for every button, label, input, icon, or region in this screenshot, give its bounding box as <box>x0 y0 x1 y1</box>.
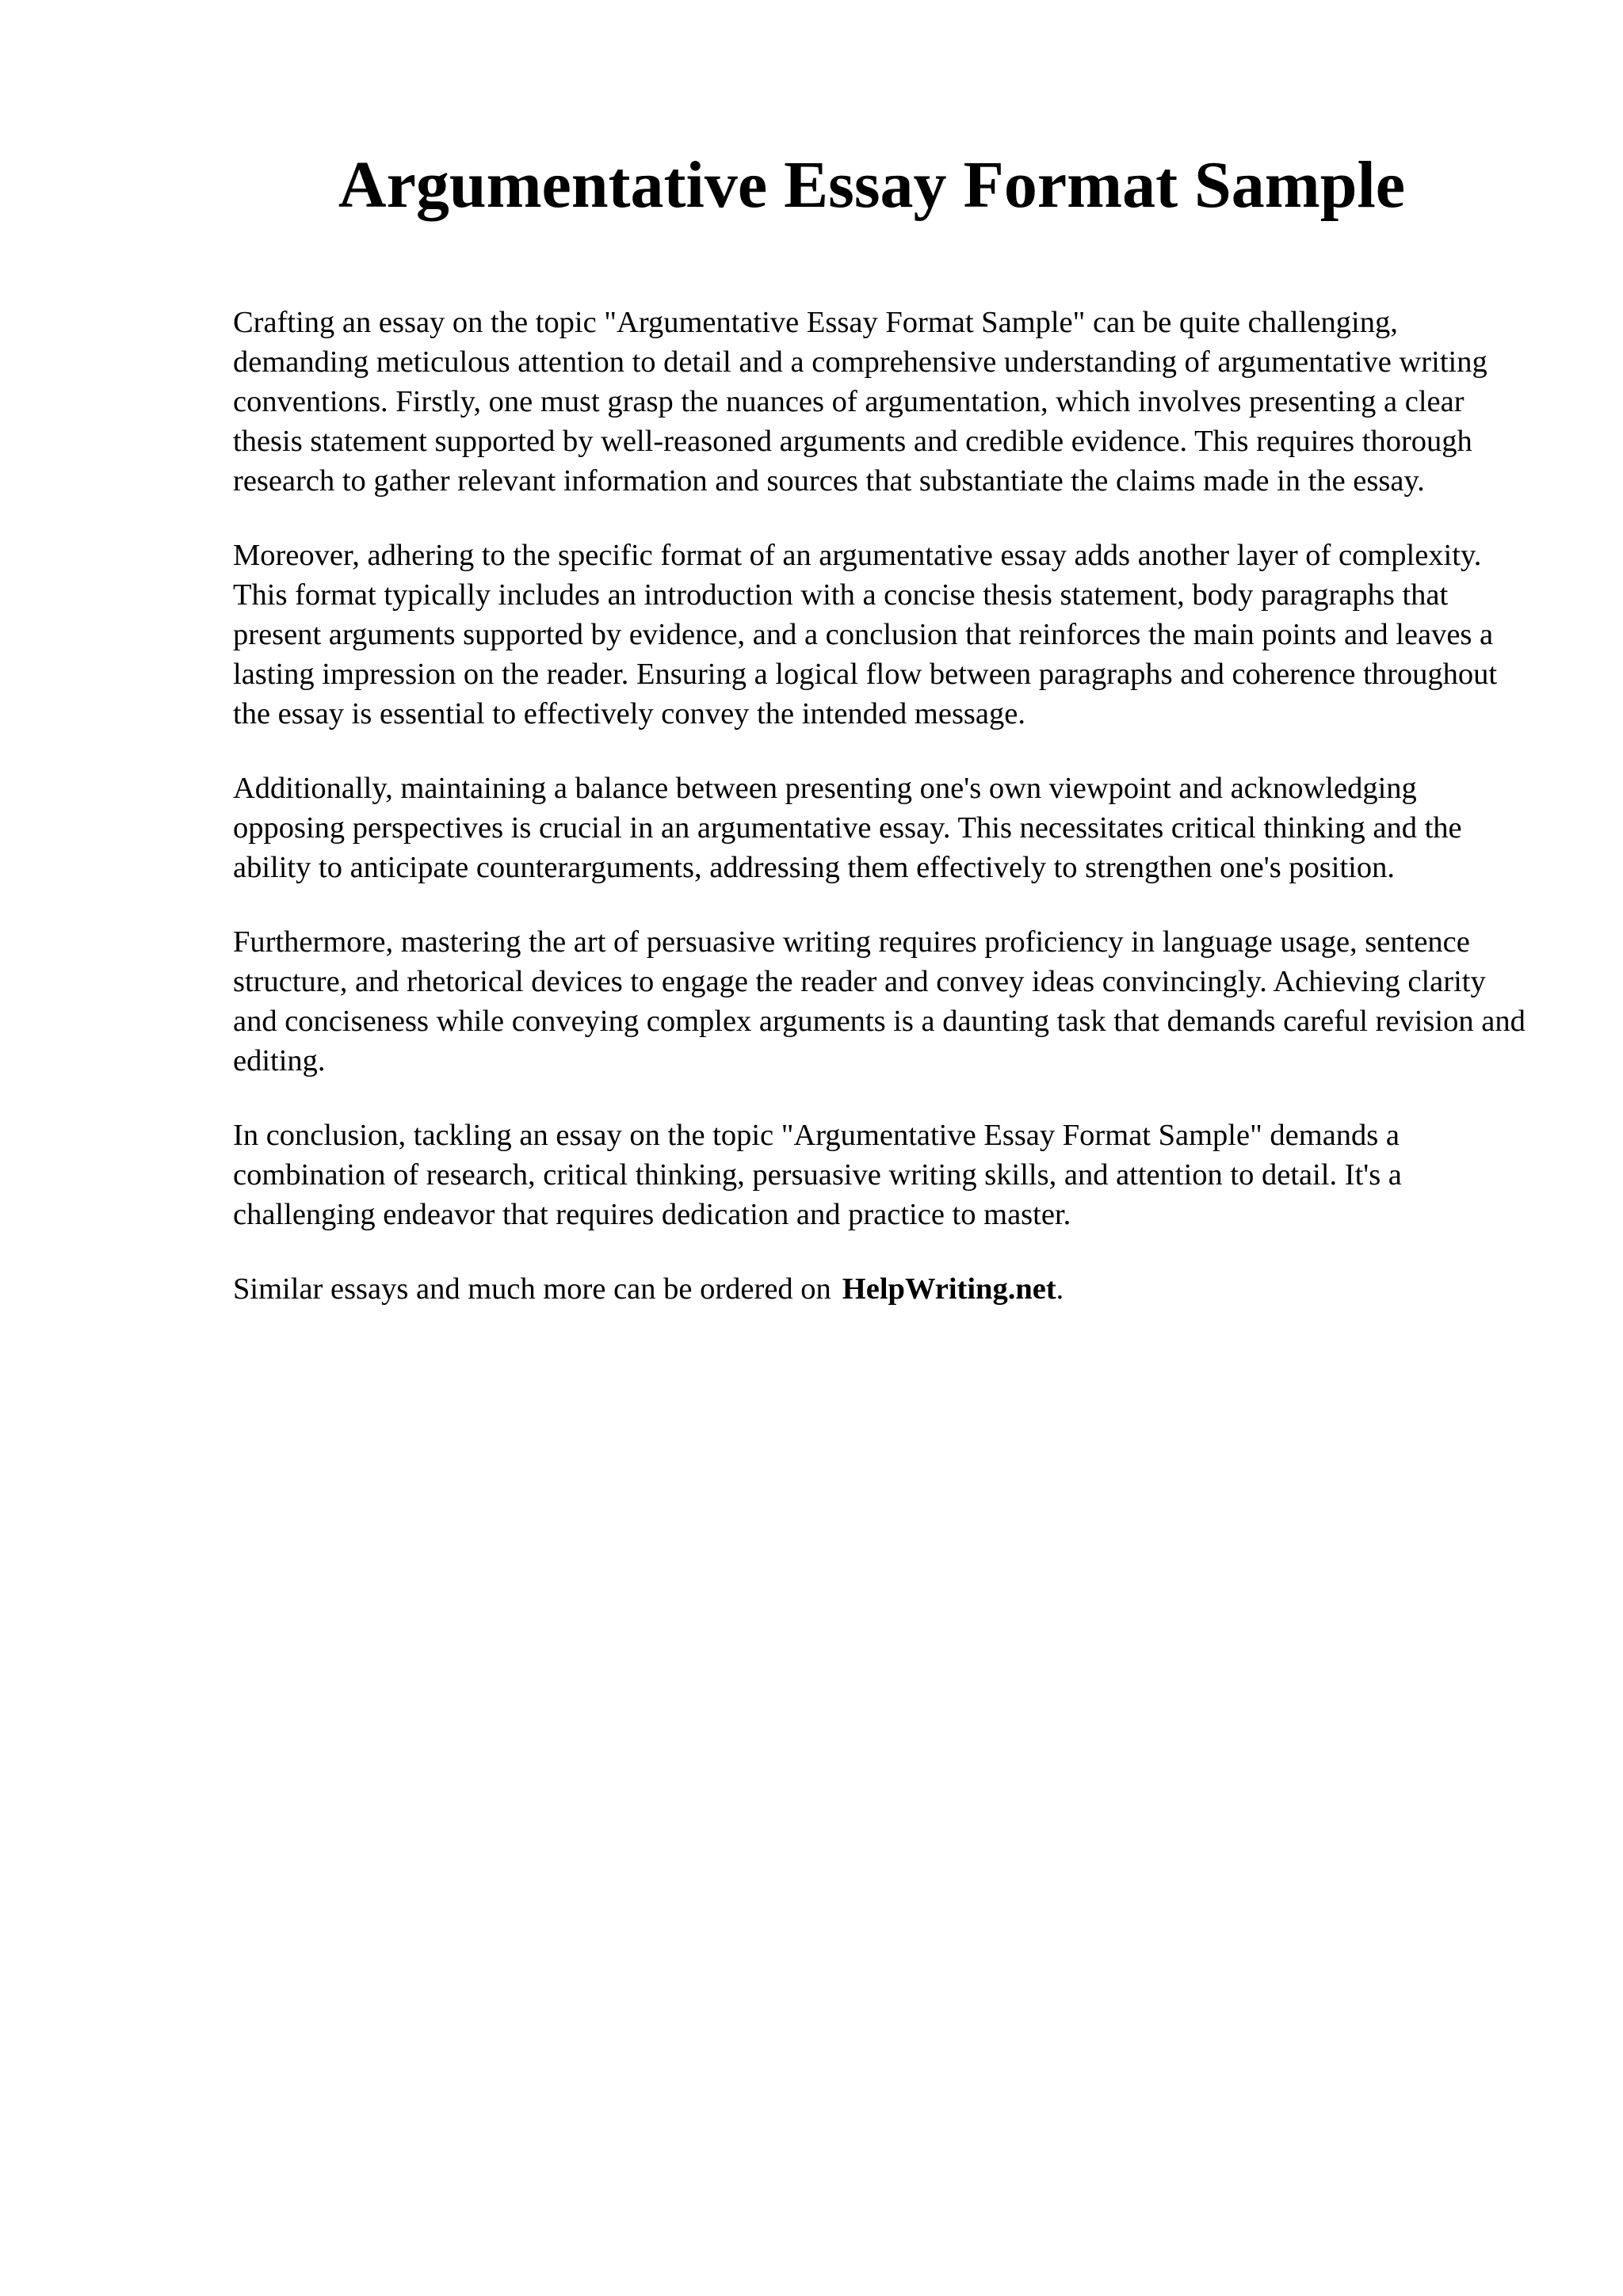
document-title: Argumentative Essay Format Sample <box>338 148 1406 222</box>
paragraph-2: Moreover, adhering to the specific format of an argumentative essay adds another layer of complexity. This format typically includes an introduction with a concise thesis statement, body paragraphs that present arguments supported by evidence, and a conclusion that reinforces the main points and leaves a lasting impression on the reader. Ensuring a logical flow between paragraphs and coherence throughout the essay is essential to effectively convey the intended message. <box>233 539 1498 730</box>
document-body <box>233 303 1533 1309</box>
paragraph-1: Crafting an essay on the topic "Argumentative Essay Format Sample" can be quite challenging, demanding meticulous attention to detail and a comprehensive understanding of argumentative writing conventions. Firstly, one must grasp the nuances of argumentation, which involves presenting a clear thesis statement supported by well-reasoned arguments and credible evidence. This requires thorough research to gather relevant information and sources that substantiate the claims made in the essay. <box>233 306 1487 498</box>
paragraph-5: In conclusion, tackling an essay on the topic "Argumentative Essay Format Sample" demands a combination of research, critical thinking, persuasive writing skills, and attention to detail. It's a challenging endeavor that requires dedication and practice to master. <box>233 1119 1402 1231</box>
paragraph-3: Additionally, maintaining a balance between presenting one's own viewpoint and acknowledging opposing perspectives is crucial in an argumentative essay. This necessitates critical thinking and the ability to anticipate counterarguments, addressing them effectively to strengthen one's position. <box>233 772 1462 884</box>
footer-line <box>233 1269 1533 1309</box>
footer-suffix: . <box>1056 1272 1064 1306</box>
paragraph-4: Furthermore, mastering the art of persuasive writing requires proficiency in language usage, sentence structure, and rhetorical devices to engage the reader and convey ideas convincingly. Achieving clarity and conciseness while conveying complex arguments is a daunting task that demands careful revision and editing. <box>233 925 1526 1077</box>
helpwriting-link[interactable]: HelpWriting.net <box>842 1272 1056 1306</box>
footer-prefix: Similar essays and much more can be ordered on <box>233 1272 831 1306</box>
